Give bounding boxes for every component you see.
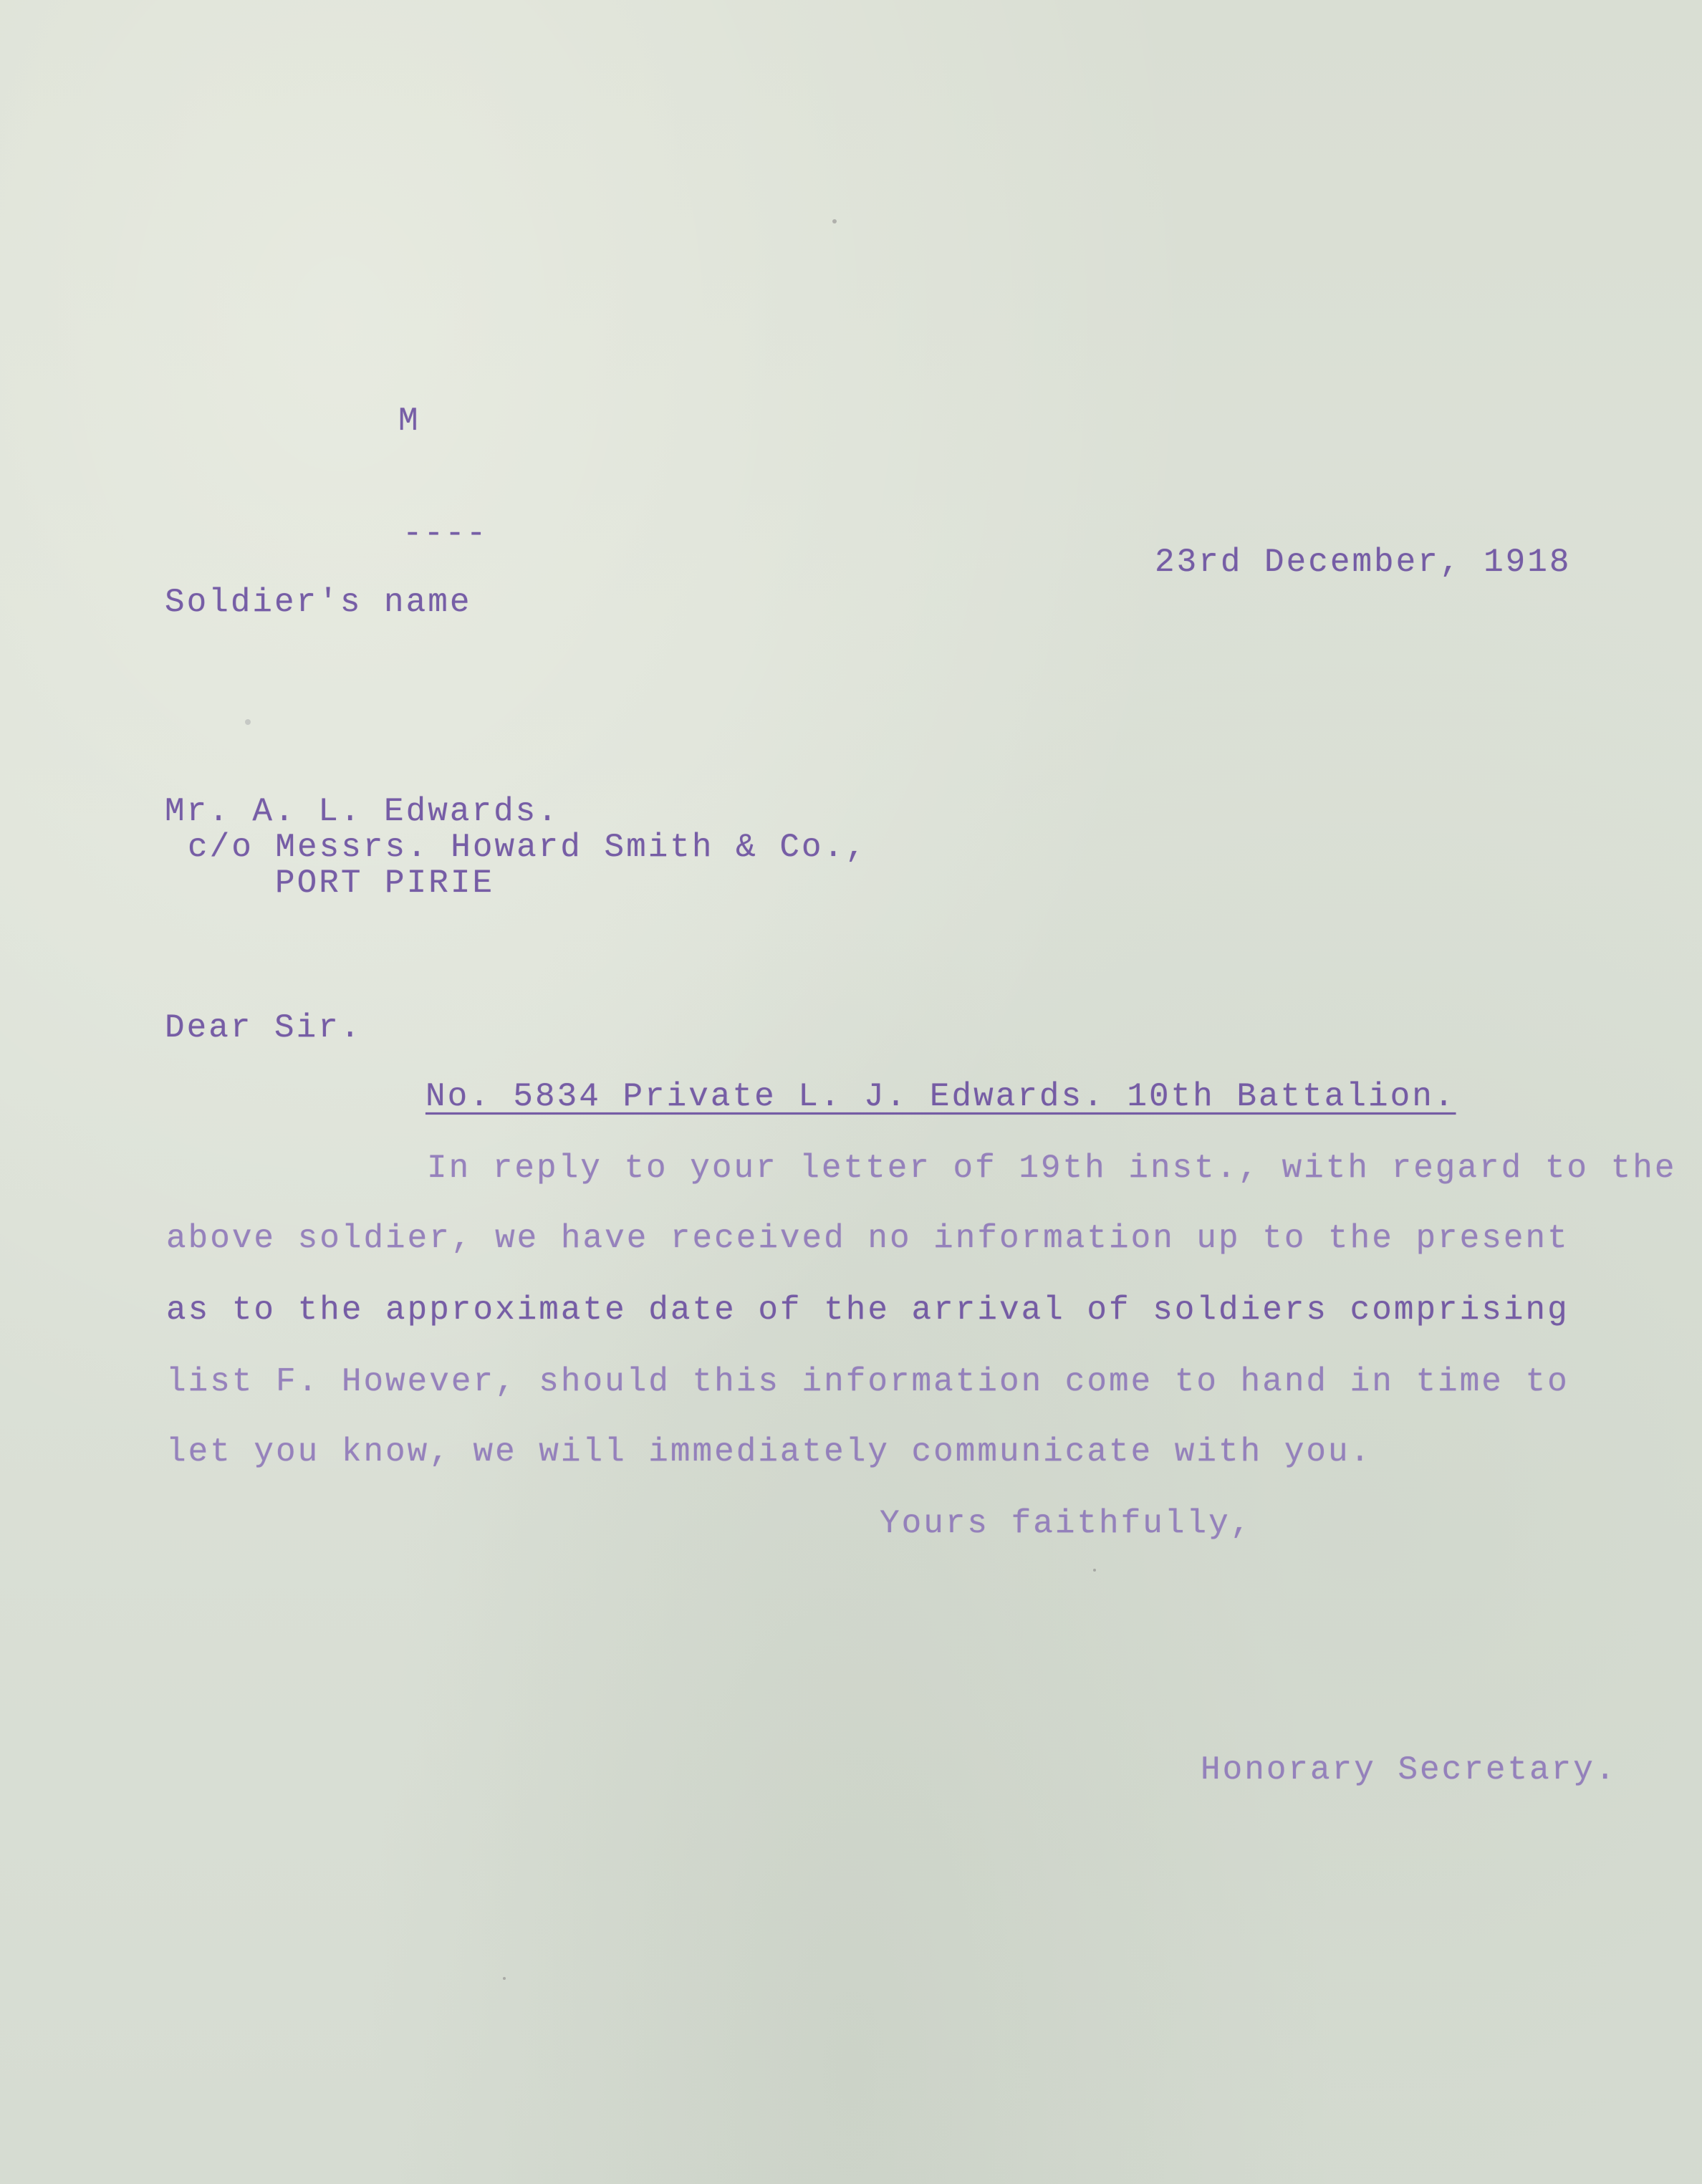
soldier-name-label: Soldier's name <box>165 584 472 621</box>
body-line-1: In reply to your letter of 19th inst., with regard to the <box>427 1150 1677 1187</box>
letter-date: 23rd December, 1918 <box>1155 544 1572 581</box>
recipient-name: Mr. A. L. Edwards. <box>165 793 559 830</box>
signature-title: Honorary Secretary. <box>1201 1751 1617 1789</box>
paper-speck <box>832 219 837 223</box>
subject-line: No. 5834 Private L. J. Edwards. 10th Battalion. <box>426 1078 1456 1115</box>
paper-speck <box>503 1977 506 1980</box>
body-line-2: above soldier, we have received no information up to the present <box>166 1220 1569 1257</box>
paper-speck <box>1093 1569 1096 1572</box>
salutation: Dear Sir. <box>165 1009 362 1047</box>
body-line-5: let you know, we will immediately communicate with you. <box>166 1433 1372 1471</box>
recipient-town: PORT PIRIE <box>275 865 495 902</box>
closing: Yours faithfully, <box>880 1505 1253 1542</box>
body-line-3: as to the approximate date of the arrival of soldiers comprising <box>166 1291 1569 1329</box>
recipient-care-of: c/o Messrs. Howard Smith & Co., <box>188 829 867 866</box>
file-marker-rule: ---- <box>403 515 488 552</box>
file-marker: M <box>398 403 420 440</box>
paper-speck <box>245 719 251 725</box>
body-line-4: list F. However, should this information come to hand in time to <box>166 1363 1569 1400</box>
